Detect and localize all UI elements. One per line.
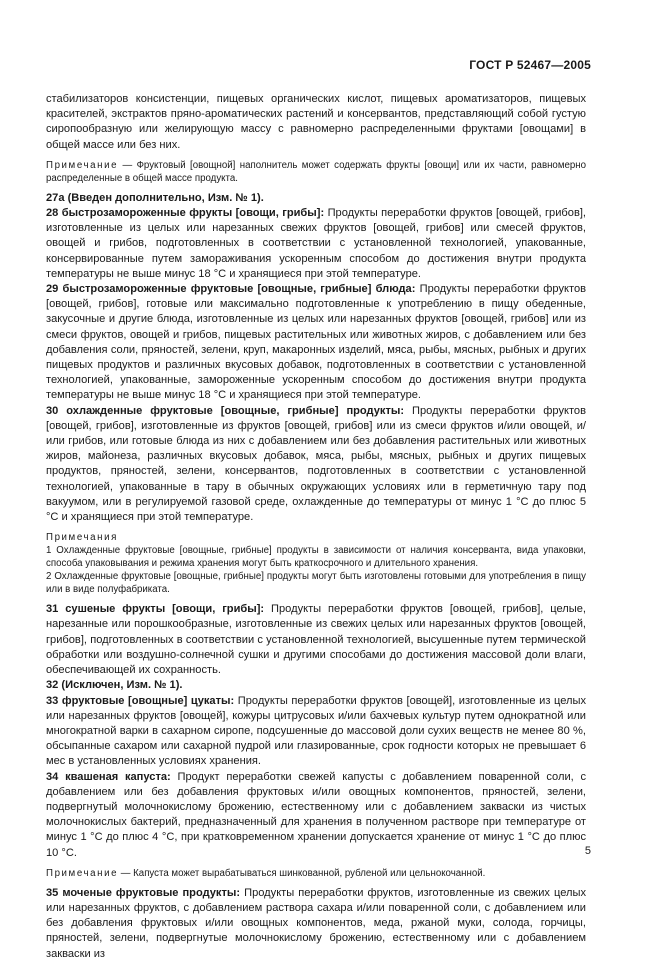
definition-text-28: Продукты переработки фруктов [овощей, грибов], изготовленные из целых или нарезанных свежих фруктов [овощей, грибов] или смесей фруктов, овощей и грибов, подготовленных в соответствии с установленной технологией, упакованные, консервированные путем замораживания ускоренным способом до достижения внутри продукта температуры не выше минус 18 °С и хранящиеся при этой температуре. [46, 207, 586, 280]
definition-30 [46, 404, 586, 526]
term-28: 28 быстрозамороженные фрукты [овощи, грибы]: [46, 207, 325, 220]
note-item-1: 1 Охлажденные фруктовые [овощные, грибные] продукты в зависимости от наличия консерванта, вида упаковки, способа упаковывания и режима хранения могут быть краткосрочного и длительного хранения. [46, 545, 586, 570]
document-body [46, 92, 586, 962]
definition-34 [46, 770, 586, 861]
note-filler [46, 159, 586, 185]
definition-text-30: Продукты переработки фруктов [овощей, грибов], изготовленные из фруктов [овощей, грибов] или из смеси фруктов и/или овощей, и/или грибов, или готовые блюда из них с добавлением или без добавления растительных или животных жиров, майонеза, различных вкусовых добавок, мяса, рыбы, мясных, рыбных и других пищевых продуктов, пряностей, зелени, консервантов, подготовленных в соответствии с установленной технологией, упакованные в тару в обычных окружающих условиях или в герметичную тару под вакуумом, или в регулируемой газовой среде, охлажденные до температуры от минус 1 °С до плюс 5 °С и хранящиеся при этой температуре. [46, 404, 586, 524]
definition-text-33: Продукты переработки фруктов [овощей], изготовленные из целых или нарезанных фруктов [овощей], кожуры цитрусовых и/или бахчевых культур путем однократной или многократной варки в сахарном сиропе, подсушенные до массовой доли сухих веществ не менее 80 %, обсыпанные сахаром или сахарной пудрой или глазированные, срок годности которых не превышает 6 мес в установленных условиях хранения. [46, 694, 586, 768]
note-cabbage [46, 867, 586, 880]
page-number: 5 [584, 845, 591, 857]
note-label: Примечание [46, 159, 119, 171]
definition-31 [46, 602, 586, 678]
definition-text-29: Продукты переработки фруктов [овощей, грибов], готовые или максимально подготовленные к употреблению в пищу обеденные, закусочные и другие блюда, изготовленные из целых или нарезанных фруктов [овощей, грибов] или из смеси фруктов, овощей и грибов, пищевых растительных или животных жиров, с добавлением или без добавления соли, пряностей, зелени, круп, макаронных изделий, мяса, рыбы, мясных, рыбных и других пищевых продуктов и различных вкусовых добавок, подготовленных в соответствии с установленной технологией, упакованные, замороженные ускоренным способом до достижения внутри продукта температуры не выше минус 18 °С и хранящиеся при этой температуре. [46, 283, 587, 402]
standard-header: ГОСТ Р 52467—2005 [469, 58, 591, 72]
term-31: 31 сушеные фрукты [овощи, грибы]: [46, 603, 265, 616]
excluded-text: 32 (Исключен, Изм. № 1). [46, 679, 183, 692]
definition-29 [46, 282, 586, 404]
definition-text-34: Продукт переработки свежей капусты с добавлением поваренной соли, с добавлением или без добавления фруктовых и/или овощных компонентов, пряностей, зелени, подвергнутый молочнокислому брожению, естественному или с добавлением закваски из чистых молочнокислых бактерий, предназначенный для хранения в полученном растворе при температуре от минус 1 °С до плюс 4 °С, при кратковременном хранении допускается хранение от минус 1 °С до плюс 10 °С. [46, 770, 587, 859]
term-35: 35 моченые фруктовые продукты: [46, 886, 241, 899]
definition-28 [46, 206, 586, 282]
definition-33 [46, 694, 586, 770]
amendment-text: 27а (Введен дополнительно, Изм. № 1). [46, 191, 264, 204]
paragraph-32 [46, 678, 586, 693]
note-text: — Капуста может вырабатываться шинкованной, рубленой или цельнокочанной. [120, 867, 486, 879]
term-29: 29 быстрозамороженные фруктовые [овощные, грибные] блюда: [46, 283, 416, 296]
term-33: 33 фруктовые [овощные] цукаты: [46, 694, 235, 707]
note-label: Примечание [46, 867, 119, 879]
paragraph-intro-continuation: стабилизаторов консистенции, пищевых органических кислот, пищевых ароматизаторов, пищевых красителей, экстрактов пряно-ароматических растений и консервантов, представляющий собой густую сиропообразную или желирующую массу с равномерно распределенными фруктами [овощами] в общей массе или без них. [46, 93, 586, 151]
definition-text-31: Продукты переработки фруктов [овощей, грибов], целые, нарезанные или порошкообразные, изготовленные из свежих целых или нарезанных фруктов [овощей, грибов], подготовленных в соответствии с установленной технологией, высушенные путем термической обработки или воздушно-солнечной сушки и другими способами до достижения массовой доли влаги, обеспечивающей их сохранность. [46, 603, 586, 677]
term-30: 30 охлажденные фруктовые [овощные, грибные] продукты: [46, 404, 405, 417]
term-34: 34 квашеная капуста: [46, 770, 171, 783]
notes-label: Примечания [46, 532, 118, 544]
paragraph-27a [46, 191, 586, 206]
definition-35 [46, 886, 586, 962]
note-text: — Фруктовый [овощной] наполнитель может содержать фрукты [овощи] или их части, равномерно распределенные в общей массе продукта. [46, 159, 586, 184]
definition-text-35: Продукты переработки фруктов, изготовленные из свежих целых или нарезанных фруктов, с добавлением раствора сахара и/или поваренной соли, с добавлением или без добавления фруктовых и/или овощных компонентов, меда, ржаной муки, солода, горчицы, пряностей, зелени, подвергнутые молочнокислому брожению, естественному или с добавлением закваски из [46, 886, 587, 960]
note-item-2: 2 Охлажденные фруктовые [овощные, грибные] продукты могут быть изготовлены готовыми для употребления в пищу или в виде полуфабриката. [46, 571, 586, 596]
